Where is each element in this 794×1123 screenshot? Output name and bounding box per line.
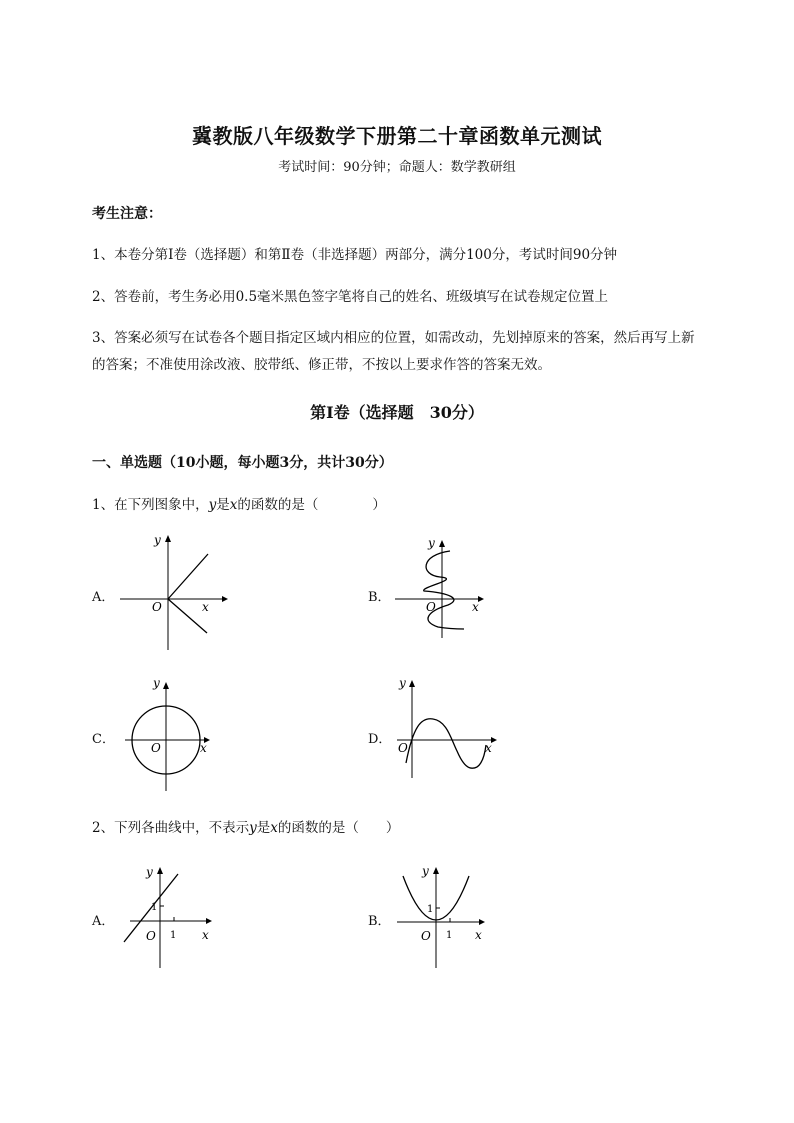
exam-subtitle: 考试时间：90分钟；命题人：数学教研组: [278, 160, 516, 175]
origin-label: O: [152, 600, 162, 614]
q2-mid: 是: [256, 820, 271, 836]
axis-label-y: y: [399, 676, 406, 690]
origin-label: O: [151, 741, 161, 755]
q1-graph-b: [390, 533, 490, 638]
tick-label-y-one: 1: [151, 902, 158, 913]
question-1: [92, 493, 386, 513]
axis-label-y: y: [428, 536, 435, 550]
axis-label-y: y: [422, 864, 429, 878]
exam-title: 冀教版八年级数学下册第二十章函数单元测试: [192, 124, 602, 148]
q1-prefix: 1、在下列图象中，: [92, 497, 209, 513]
q1-var-x: x: [229, 497, 238, 513]
origin-label: O: [398, 741, 408, 755]
tick-label-y-one: 1: [427, 904, 434, 915]
axis-label-x: x: [475, 928, 482, 942]
q1-suffix: 的函数的是（ ）: [237, 497, 386, 513]
q1-graph-a: [110, 530, 230, 655]
tick-label-x-one: 1: [170, 930, 177, 941]
axis-label-x: x: [202, 600, 209, 614]
axis-label-y: y: [146, 865, 153, 879]
q2-var-y: y: [249, 820, 257, 836]
q2-var-x: x: [270, 820, 278, 836]
notice-heading: 考生注意：: [92, 206, 162, 222]
notice-item-2: 2、答卷前，考生务必用0.5毫米黑色签字笔将自己的姓名、班级填写在试卷规定位置上: [92, 289, 609, 305]
axis-label-x: x: [472, 600, 479, 614]
q2-suffix: 的函数的是（ ）: [277, 820, 400, 836]
q1-option-c-label: C．: [92, 732, 115, 747]
axis-label-x: x: [200, 741, 207, 755]
q2-option-a-label: A．: [92, 914, 115, 929]
q1-mid: 是: [216, 497, 230, 513]
q2-graph-a: [118, 862, 218, 972]
q1-option-d-label: D．: [368, 732, 392, 747]
q1-graph-c: [120, 673, 220, 793]
notice-item-3: 3、答案必须写在试卷各个题目指定区域内相应的位置，如需改动，先划掉原来的答案，然后再写上新: [92, 330, 695, 346]
origin-label: O: [426, 600, 436, 614]
q2-graph-b: [393, 862, 493, 972]
origin-label: O: [421, 929, 431, 943]
q1-graph-d: [395, 673, 505, 783]
section-title: 第I卷（选择题 30分）: [310, 403, 484, 422]
axis-label-x: x: [202, 928, 209, 942]
q1-option-a-label: A．: [92, 590, 115, 605]
axis-label-y: y: [153, 676, 160, 690]
axis-label-y: y: [154, 533, 161, 547]
q2-prefix: 2、下列各曲线中，不表示: [92, 820, 250, 836]
part-title: 一、单选题（10小题，每小题3分，共计30分）: [92, 455, 393, 471]
q2-option-b-label: B．: [368, 914, 391, 929]
q1-var-y: y: [208, 497, 217, 513]
notice-item-3-cont: 的答案；不准使用涂改液、胶带纸、修正带，不按以上要求作答的答案无效。: [92, 357, 551, 373]
notice-item-1: 1、本卷分第I卷（选择题）和第Ⅱ卷（非选择题）两部分，满分100分，考试时间90分钟: [92, 247, 618, 263]
question-2: [92, 816, 399, 836]
q1-option-b-label: B．: [368, 590, 391, 605]
axis-label-x: x: [485, 741, 492, 755]
tick-label-x-one: 1: [446, 930, 453, 941]
origin-label: O: [146, 929, 156, 943]
